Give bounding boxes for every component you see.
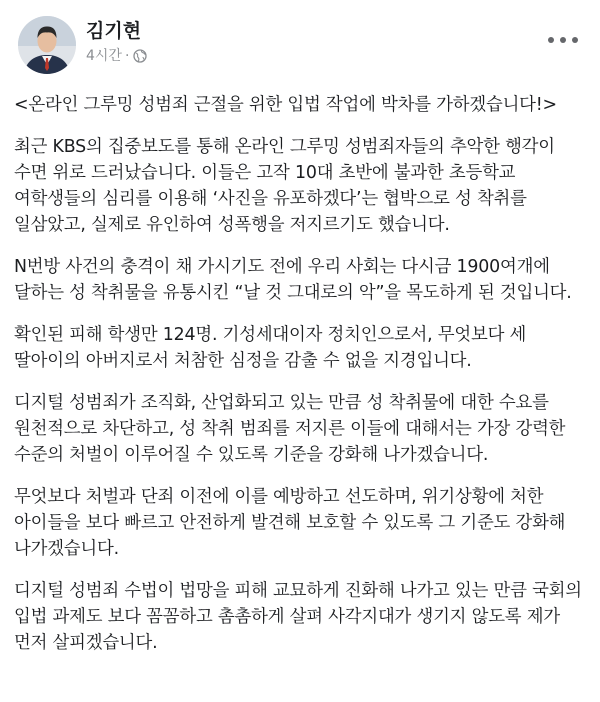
more-dot — [548, 37, 554, 43]
author-block — [86, 18, 147, 65]
post-time[interactable]: 4시간 — [86, 48, 122, 64]
meta-separator: · — [124, 48, 130, 64]
post-meta — [86, 47, 147, 65]
post-paragraph: 디지털 성범죄가 조직화, 산업화되고 있는 만큼 성 착취물에 대한 수요를 원천적으로 차단하고, 성 착취 범죄를 저지른 이들에 대해서는 가장 강력한 수준의 처벌이 이루어질 수 있도록 기준을 강화해 나가겠습니다. — [14, 393, 566, 465]
more-options-icon[interactable] — [548, 34, 578, 46]
post-header — [18, 16, 582, 78]
post-body — [14, 92, 586, 672]
post-paragraph: <온라인 그루밍 성범죄 근절을 위한 입법 작업에 박차를 가하겠습니다!> — [14, 95, 557, 115]
more-dot — [560, 37, 566, 43]
more-dot — [572, 37, 578, 43]
profile-photo — [18, 16, 76, 74]
post-paragraph: 무엇보다 처벌과 단죄 이전에 이를 예방하고 선도하며, 위기상황에 처한 아이들을 보다 빠르고 안전하게 발견해 보호할 수 있도록 그 기준도 강화해 나가겠습니다. — [14, 487, 566, 559]
author-name[interactable]: 김기현 — [86, 20, 142, 42]
post-paragraph: N번방 사건의 충격이 채 가시기도 전에 우리 사회는 다시금 1900여개에 달하는 성 착취물을 유통시킨 “날 것 그대로의 악”을 목도하게 된 것입니다. — [14, 257, 572, 303]
globe-icon — [133, 49, 147, 63]
post-paragraph: 최근 KBS의 집중보도를 통해 온라인 그루밍 성범죄자들의 추악한 행각이 수면 위로 드러났습니다. 이들은 고작 10대 초반에 불과한 초등학교 여학생들의 심리를 이용해 ‘사진을 유포하겠다’는 협박으로 성 착취를 일삼았고, 실제로 유인하여 성폭행을 저지르기도 했습니다. — [14, 137, 555, 235]
post-paragraph: 확인된 피해 학생만 124명. 기성세대이자 정치인으로서, 무엇보다 세 딸아이의 아버지로서 처참한 심정을 감출 수 없을 지경입니다. — [14, 325, 527, 371]
post-paragraph: 디지털 성범죄 수법이 법망을 피해 교묘하게 진화해 나가고 있는 만큼 국회의 입법 과제도 보다 꼼꼼하고 촘촘하게 살펴 사각지대가 생기지 않도록 제가 먼저 살피겠습니다. — [14, 581, 582, 653]
avatar[interactable] — [18, 16, 76, 74]
